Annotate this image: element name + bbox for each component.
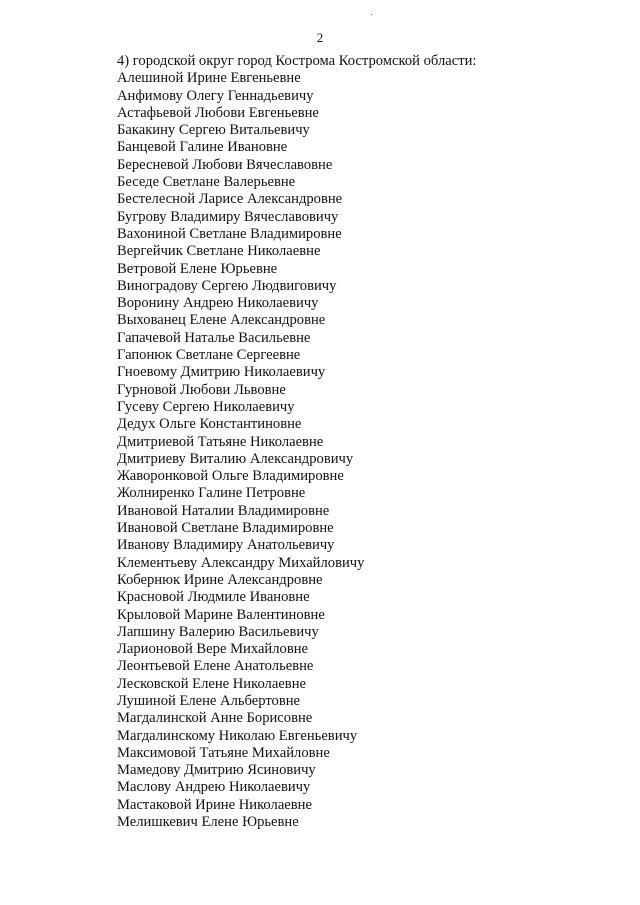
list-item: Дмитриеву Виталию Александровичу xyxy=(117,450,354,467)
list-item: Ларионовой Вере Михайловне xyxy=(117,641,309,658)
list-item: Гапачевой Наталье Васильевне xyxy=(117,329,311,346)
list-item: Воронину Андрею Николаевичу xyxy=(117,295,319,312)
list-item: Анфимову Олегу Геннадьевичу xyxy=(117,87,314,104)
list-item: Дмитриевой Татьяне Николаевне xyxy=(117,433,324,450)
list-item: Виноградову Сергею Людвиговичу xyxy=(117,277,337,294)
list-item: Астафьевой Любови Евгеньевне xyxy=(117,104,319,121)
list-item: Кобернюк Ирине Александровне xyxy=(117,571,323,588)
list-item: Алешиной Ирине Евгеньевне xyxy=(117,70,301,87)
name-list xyxy=(117,70,517,831)
section-heading: 4) городской округ город Кострома Костромской области: xyxy=(117,53,477,69)
list-item: Маслову Андрею Николаевичу xyxy=(117,779,311,796)
list-item: Жаворонковой Ольге Владимировне xyxy=(117,468,344,485)
list-item: Лесковской Елене Николаевне xyxy=(117,675,306,692)
list-item: Гусеву Сергею Николаевичу xyxy=(117,398,295,415)
list-item: Вахониной Светлане Владимировне xyxy=(117,225,342,242)
list-item: Лушиной Елене Альбертовне xyxy=(117,692,301,709)
list-item: Банцевой Галине Ивановне xyxy=(117,139,288,156)
page-number: 2 xyxy=(316,30,324,45)
list-item: Крыловой Марине Валентиновне xyxy=(117,606,325,623)
list-item: Беседе Светлане Валерьевне xyxy=(117,174,296,191)
list-item: Красновой Людмиле Ивановне xyxy=(117,589,310,606)
list-item: Гурновой Любови Львовне xyxy=(117,381,286,398)
list-item: Мелишкевич Елене Юрьевне xyxy=(117,814,299,831)
list-item: Гапонюк Светлане Сергеевне xyxy=(117,347,301,364)
list-item: Мамедову Дмитрию Ясиновичу xyxy=(117,762,316,779)
list-item: Магдалинской Анне Борисовне xyxy=(117,710,313,727)
list-item: Бестелесной Ларисе Александровне xyxy=(117,191,343,208)
list-item: Бакакину Сергею Витальевичу xyxy=(117,122,310,139)
scan-speck xyxy=(371,14,372,15)
document-body xyxy=(117,53,517,831)
list-item: Бересневой Любови Вячеславовне xyxy=(117,156,333,173)
list-item: Максимовой Татьяне Михайловне xyxy=(117,744,330,761)
list-item: Выхованец Елене Александровне xyxy=(117,312,326,329)
list-item: Клементьеву Александру Михайловичу xyxy=(117,554,365,571)
list-item: Вергейчик Светлане Николаевне xyxy=(117,243,321,260)
list-item: Гноевому Дмитрию Николаевичу xyxy=(117,364,326,381)
list-item: Ивановой Светлане Владимировне xyxy=(117,520,334,537)
list-item: Лапшину Валерию Васильевичу xyxy=(117,623,319,640)
list-item: Мастаковой Ирине Николаевне xyxy=(117,796,312,813)
list-item: Бугрову Владимиру Вячеславовичу xyxy=(117,208,339,225)
list-item: Иванову Владимиру Анатольевичу xyxy=(117,537,335,554)
list-item: Жолниренко Галине Петровне xyxy=(117,485,306,502)
list-item: Ивановой Наталии Владимировне xyxy=(117,502,330,519)
list-item: Магдалинскому Николаю Евгеньевичу xyxy=(117,727,358,744)
list-item: Леонтьевой Елене Анатольевне xyxy=(117,658,314,675)
list-item: Ветровой Елене Юрьевне xyxy=(117,260,278,277)
list-item: Дедух Ольге Константиновне xyxy=(117,416,302,433)
